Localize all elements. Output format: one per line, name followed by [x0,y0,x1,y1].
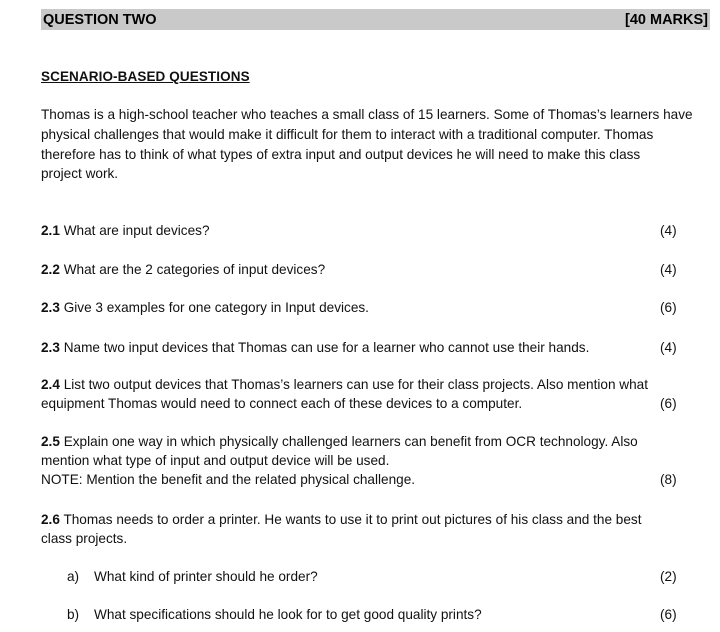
sub-question-marks: (6) [660,607,677,622]
sub-question-text: What kind of printer should he order? [94,569,318,584]
question-text: Thomas needs to order a printer. He wants to use it to print out pictures of his class and the best [63,512,642,527]
sub-question-letter: b) [67,607,80,622]
question-marks: (6) [660,300,677,315]
question-number: 2.6 [41,512,60,527]
question-2-6 [41,510,641,548]
question-number: 2.2 [41,262,60,277]
question-2-3 [41,298,369,317]
question-text: equipment Thomas would need to connect each of these devices to a computer. [41,396,523,411]
sub-question-text: What specifications should he look for to get good quality prints? [94,607,482,622]
question-2-4 [41,375,648,413]
question-number: 2.3 [41,340,60,355]
question-2-2 [41,260,325,279]
question-note: NOTE: Mention the benefit and the related physical challenge. [41,472,416,487]
question-text: What are the 2 categories of input devices? [63,262,326,277]
question-2-5 [41,432,638,489]
sub-question-letter: a) [67,569,80,584]
question-text: Name two input devices that Thomas can use for a learner who cannot use their hands. [63,340,590,355]
question-marks: (8) [660,472,677,487]
scenario-line: physical challenges that would make it difficult for them to interact with a traditional computer. Thomas [41,126,654,142]
question-text: List two output devices that Thomas’s learners can use for their class projects. Also mention what [63,377,649,392]
question-number: 2.1 [41,223,60,238]
question-number: 2.5 [41,434,60,449]
sub-question-marks: (2) [660,569,677,584]
question-title: QUESTION TWO [43,11,157,28]
question-total-marks: [40 MARKS] [625,11,708,28]
question-number: 2.3 [41,300,60,315]
question-number: 2.4 [41,377,60,392]
question-marks: (4) [660,340,677,355]
scenario-line: Thomas is a high-school teacher who teaches a small class of 15 learners. Some of Thomas’s learners have [41,107,693,122]
sub-question-b [67,605,482,624]
question-2-3b [41,338,589,357]
scenario-paragraph [41,105,713,184]
question-text: What are input devices? [63,223,210,238]
question-marks: (4) [660,262,677,277]
scenario-line: project work. [41,166,119,182]
sub-question-a [67,567,318,586]
question-text: mention what type of input and output device will be used. [41,453,390,468]
question-header-bar [41,9,710,30]
question-marks: (4) [660,223,677,238]
question-marks: (6) [660,396,677,411]
scenario-line: therefore has to think of what types of extra input and output devices he will need to make this class [41,146,641,162]
question-2-1 [41,221,210,240]
section-heading: SCENARIO-BASED QUESTIONS [41,69,250,84]
question-text: class projects. [41,531,128,546]
question-text: Give 3 examples for one category in Input devices. [63,300,369,315]
question-text: Explain one way in which physically challenged learners can benefit from OCR technology. Also [63,434,638,449]
